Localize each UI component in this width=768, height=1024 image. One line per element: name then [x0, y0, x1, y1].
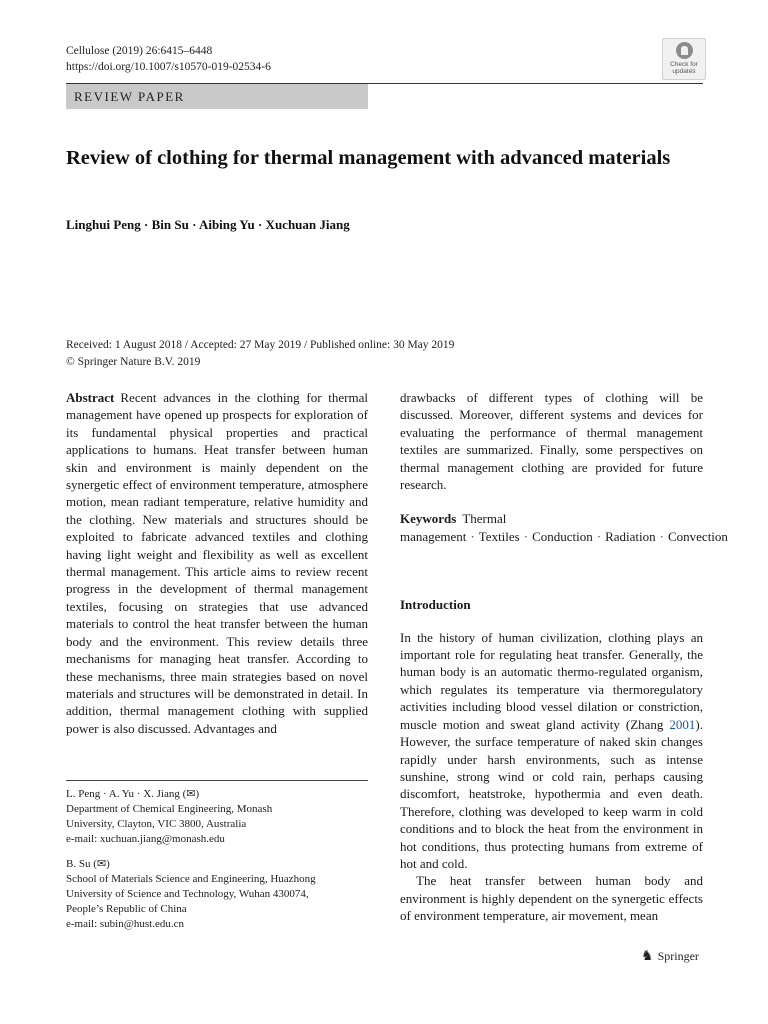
- check-for-updates-button[interactable]: [662, 38, 706, 80]
- affiliations-block: [66, 787, 376, 932]
- affiliation-authors: B. Su (✉): [66, 858, 110, 870]
- keyword-item: Conduction: [532, 528, 593, 544]
- check-for-updates-label: Check for updates: [670, 61, 698, 75]
- affiliation-line: School of Materials Science and Engineering, Huazhong: [66, 873, 316, 885]
- keyword-item: Convection: [667, 528, 728, 544]
- check-for-updates-icon: [676, 42, 693, 59]
- article-title: Review of clothing for thermal management with advanced materials: [66, 147, 671, 169]
- affiliation-email[interactable]: e-mail: xuchuan.jiang@monash.edu: [66, 833, 225, 845]
- doi-link[interactable]: https://doi.org/10.1007/s10570-019-02534-6: [66, 61, 271, 73]
- abstract-text-right: drawbacks of different types of clothing will be discussed. Moreover, different systems and devices for evaluating the performance of thermal management textiles are summarized. Finally, some perspectives on thermal management clothing are provided for future research.: [400, 390, 703, 493]
- affiliation-email[interactable]: e-mail: subin@hust.edu.cn: [66, 918, 184, 930]
- affiliation-line: Department of Chemical Engineering, Monash: [66, 803, 273, 815]
- affiliation-line: People’s Republic of China: [66, 903, 187, 915]
- publication-dates: [66, 337, 454, 371]
- citation-link-zhang-2001[interactable]: 2001: [669, 716, 696, 732]
- affiliation-line: University, Clayton, VIC 3800, Australia: [66, 818, 247, 830]
- abstract-paragraph: [66, 389, 368, 737]
- keyword-item: Radiation: [605, 528, 656, 544]
- keyword-item: Thermal management: [400, 511, 507, 544]
- copyright-line: © Springer Nature B.V. 2019: [66, 356, 201, 368]
- publisher-name: Springer: [657, 949, 699, 963]
- right-column: [400, 389, 728, 925]
- affiliation-authors: L. Peng · A. Yu · X. Jiang (✉): [66, 788, 200, 800]
- affiliation-line: University of Science and Technology, Wuhan 430074,: [66, 888, 309, 900]
- footnote-divider: [66, 780, 368, 781]
- journal-citation: Cellulose (2019) 26:6415–6448: [66, 45, 213, 57]
- article-type-label: REVIEW PAPER: [74, 89, 185, 104]
- article-type-band: [66, 84, 368, 109]
- author-list: Linghui Peng · Bin Su · Aibing Yu · Xuchuan Jiang: [66, 217, 350, 232]
- keyword-item: Textiles: [478, 528, 520, 544]
- introduction-heading: Introduction: [400, 597, 471, 613]
- journal-header: [66, 43, 271, 75]
- abstract-heading: Abstract: [66, 390, 115, 405]
- introduction-paragraph-2: The heat transfer between human body and environment is highly dependent on the synergetic effects of environment temperature, air movement, mean: [400, 873, 703, 924]
- introduction-paragraph-1: In the history of human civilization, clothing plays an important role for regulating heat transfer. Generally, the human body is an automatic thermo-regulated organism, which regulates its temperature via thermoregulatory activities including blood vessel dilation or constriction, muscle motion and sweat gland activity (Zhang 2001). However, the surface temperature of naked skin changes rapidly under harsh environments, such as intense sunshine, strong wind or cold rain, perhaps causing discomfort, heatstroke, hypothermia and even death. Therefore, clothing was developed to keep warm in cold conditions and to block the heat from the environment in hot conditions, thus protecting humans from extreme of hot and cold.: [400, 629, 703, 871]
- keywords-block: Keywords Thermal management · Textiles · Conduction · Radiation · Convection: [400, 511, 728, 544]
- publisher-footer: [641, 948, 699, 965]
- date-history: Received: 1 August 2018 / Accepted: 27 May 2019 / Published online: 30 May 2019: [66, 339, 455, 351]
- keywords-heading: Keywords: [400, 511, 457, 527]
- abstract-left-column: [66, 389, 368, 737]
- abstract-text-left: Recent advances in the clothing for thermal management have opened up prospects for exploration of its fundamental physical properties and practical applications to humans. Heat transfer between human skin and environment is mainly dependent on the synergetic effect of environment temperature, atmosphere motion, mean radiant temperature, relative humidity and the clothing. New materials and structures should be exploited to fabricate advanced textiles and clothing having light weight and flexibility as well as excellent thermal management. This article aims to review recent progress in the development of thermal management textiles, focusing on strategies that use advanced materials to control the heat transfer between the human body and the environment. This review details three mechanisms for managing heat transfer. According to these mechanisms, three main strategies based on novel materials and structures will be demonstrated in detail. In addition, thermal management clothing with supplied power is also discussed. Advantages and: [66, 390, 368, 736]
- springer-horse-icon: ♞: [641, 949, 654, 964]
